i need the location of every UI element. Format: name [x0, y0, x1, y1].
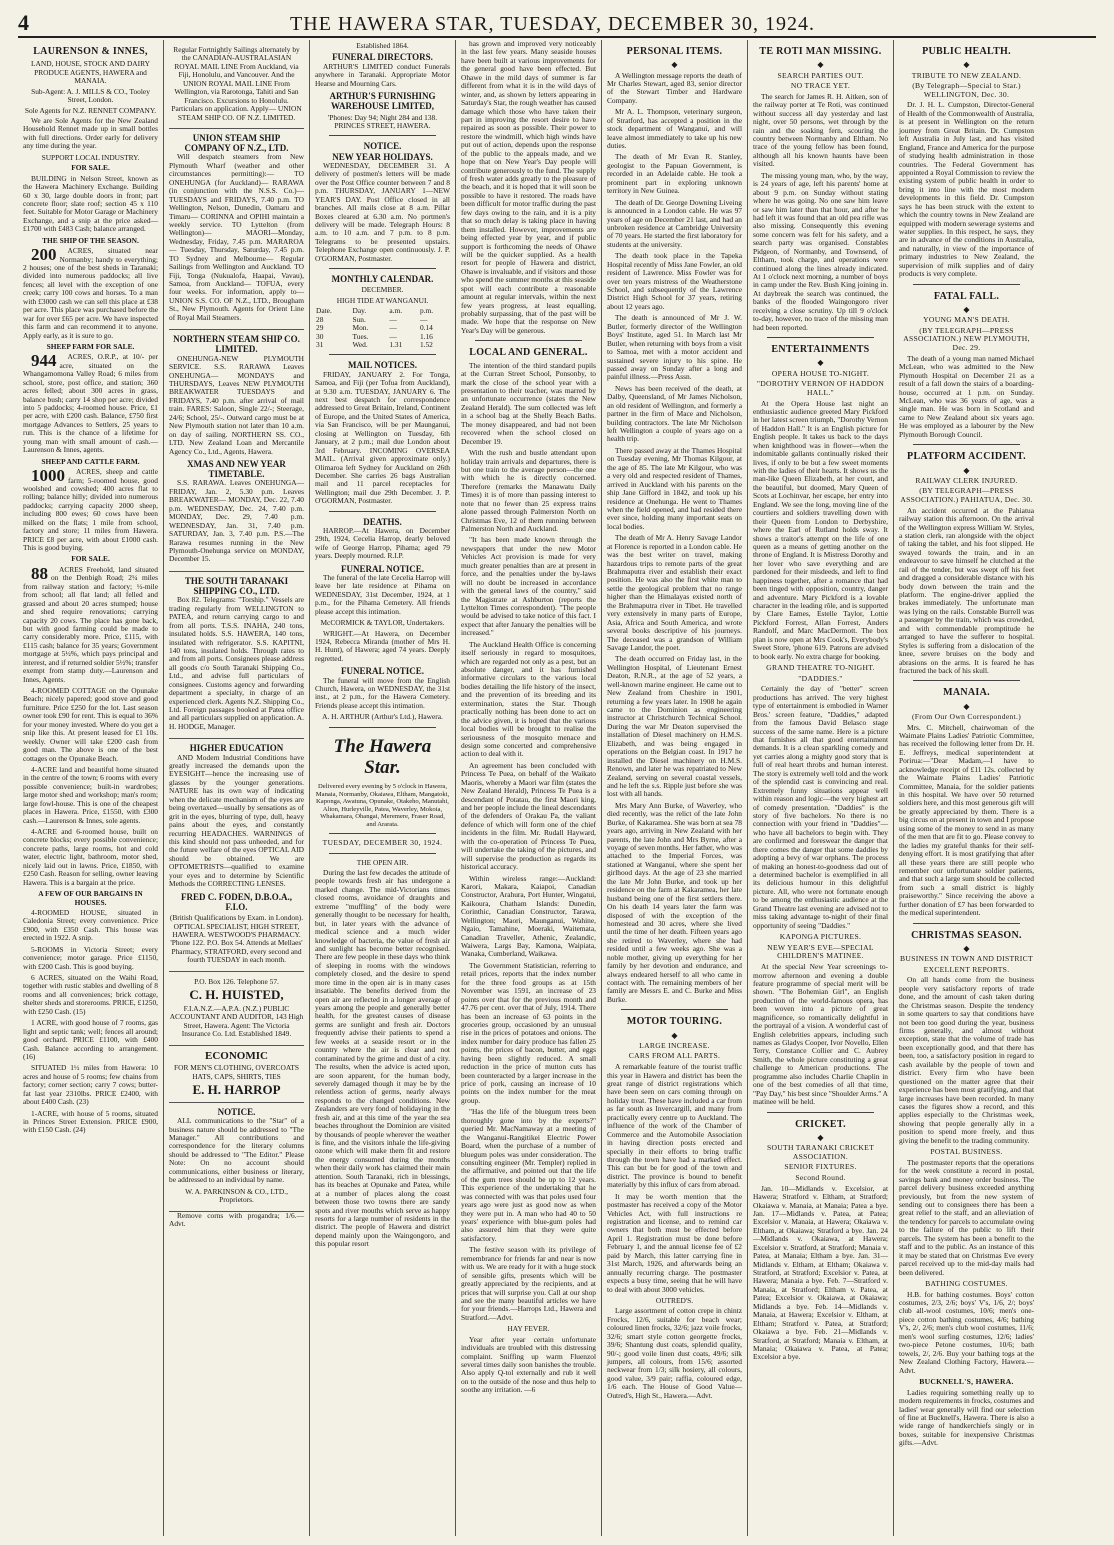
listing: 200 ACRES, situated near Normanby; handy to everything; 2 houses; one of the best sheds in Taranaki; divided into numerous paddocks; all live fences; all level with the exception of one creek; carry 100 cows and horses. To a man with £3000 cash we can sell this place at £38 per acre. This place was purchased before the war for over £65 per acre. We have inspected this farm and can recommend it to anyone. Apply early, as it is sure to go. [23, 245, 158, 340]
column-6-articles: TE ROTI MAN MISSING. ◆ SEARCH PARTIES OUT. NO TRACE YET. The search for James R. H. Aitken, son of the railway porter at Te Roti, was continued without success all day yesterday and last night, over 50 persons, wet through by the rain and the soaking fern, scouring the country between Normanby and Eltham. No trace of the young fellow has been found, although all his known haunts have been visited. The missing young man, who, by the way, is 24 years of age, left his parents' home at about 9 p.m. on Sunday without stating where he was going. No one saw him leave or saw him later than that hour, and after he had left it was found that an old pea rifle was also missing. Consequently this evening some concern was felt for his safety, and a search party was organised. Constables Pidgeon, of Normanby, and Townsend, of Eltham, took charge, and operations were continued along the lines already indicated. At 1 o'clock next morning, a number of boys in camp under the Rev. Bush King joining in. At daybreak the search was continued, the banks of the flooded Waingongoro river receiving a close scrutiny. Up till 9 o'clock to-day, however, no trace of the missing man had been reported. ENTERTAINMENTS ◆ OPERA HOUSE TO-NIGHT. "DOROTHY VERNON OF HADDON HALL." At the Opera House last night an enthusiastic audience greeted Mary Pickford in her latest screen triumph, "Dorothy Vernon of Haddon Hall." It is an English picture for English people. It takes us back to the days when knighthood was in flower—when the indomitable gallants continually risked their lives, if only to be but a few sweet moments with the ladies of their hearts. It shows us the man-like Queen Elizabeth, at her court, and the beautiful, but doomed, Mary Queen of Scots at Lochinvar, her escape, her entry into England. We see the long, moving line of the courtiers and soldiers travelling down with their Queen from London to Derbyshire, where the Earl of Rutland holds sway. It shows a traitor's attempt on the life of one queen as a means of getting another on the throne of England. It is Mistress Dorothy and her lover who save everything and are pardoned for their misdeeds, and left to find happiness together, after a romance that had been tinged with opposition, country, danger and adventure. Mary Pickford is a lovable character in the leading rôle, and is supported by Clare Eames, Estelle Taylor, Lottie Pickford Forrest, Allan Forrest, Anders Randolf, and Marc MacDermott. The box plan is now open at Mrs Cook's, Everybody's Sweet Store, 'phone 619. Patrons are advised to book early. No extra charge for booking. GRAND THEATRE TO-NIGHT. "DADDIES." Certainly the day of "better" screen productions has arrived. The very highest type of entertainment is embodied in Warner Bros.' screen feature, "Daddies," adapted from the famous David Belasco stage success of the same name. Here is a picture that furnishes all that good entertainment demands. It is a clean sparkling comedy and yet carries along a mighty good story that is full of real heart throbs and human interest. The story is extremely well told and the work of the splendid cast is convincing and real. Extremely funny situations appear well within reason and logic—the very highest art of comedy presentation. "Daddies" is the story of five bachelors. No there is no connection with your friend in "Daddies"—who have all bachelors to begin with. They are confirmed and foreswear the danger that there comes the danger that some daddies by adopting a bevy of war orphans. The process of making an honest-to-goodness dad out of a determined bachelor is exemplified in all its delicious humour in this delightful picture. All, who were not fortunate enough to be among the enthusiastic audience at the Grand Theatre last evening are advised not to miss taking advantage to-night of their final opportunity of seeing "Daddies." KAPONGA PICTURES. NEW YEAR'S EVE—SPECIAL CHILDREN'S MATINEE. At the special New Year screenings to-morrow afternoon and evening a double feature programme of special merit will be shown. "The Bohemian Girl", an English production of the world-famous opera, has been woven into a picture of great magnificence, so romantically delightful in the portrayal of a vision. A wonderful cast of English celebrities appears, including such names as Gladys Cooper, Ivor Novello, Ellen Terry, Constance Collier and C. Aubrey Smith, the whole picture constituting a great challenge to American productions. The programme also includes Charlie Chaplin in one of the best comedies of all that time, "Pay Day," his best since "Shoulder Arms." A matinee will be held. CRICKET. ◆ SOUTH TARANAKI CRICKET ASSOCIATION. SENIOR FIXTURES. Second Round. Jan. 10—Midlands v. Excelsior, at Hawera; Stratford v. Eltham, at Stratford; Okaiawa v. Manaia, at Manaia; Patea a bye. Jan. 17—Midlands v. Patea, at Patea; Excelsior v. Manaia, at Hawera; Okaiawa v. Eltham, at Okaiawa; Stratford a bye. Jan. 24—Midlands v. Okaiawa, at Hawera; Excelsior v. Stratford, at Stratford; Manaia v. Patea, at Manaia; Eltham a bye. Jan. 31—Midlands v. Eltham, at Eltham; Okaiawa v. Stratford, at Stratford; Excelsior v. Patea, at Hawera; Manaia a bye. Feb. 7—Stratford v. Manaia, at Stratford; Eltham v. Patea, at Patea; Excelsior v. Okaiawa, at Okaiawa; Midlands a bye. Feb. 14—Midlands v. Manaia, at Hawera; Excelsior v. Eltham, at Eltham; Stratford v. Patea, at Stratford; Okaiawa a bye. Feb. 21—Midlands v. Stratford, at Stratford; Manaia v. Eltham, at Manaia; Okaiawa v. Patea, at Patea; Excelsior a bye. [748, 40, 894, 1536]
calendar-title: MONTHLY CALENDAR. [331, 274, 434, 285]
table-row: 31 Wed. 1.31 1.52 [316, 340, 433, 349]
firm-role: Sole Agents for N.Z. RENNET COMPANY. [24, 105, 157, 115]
ad-title: FUNERAL DIRECTORS. [332, 52, 433, 63]
listing: 1000 ACRES, sheep and cattle farm; 5-roomed house, good woolshed and cowshed; 400 acres flat to rolling; balance hilly; divided into numerous paddocks; carrying capacity 2000 sheep, including 800 ewes; 60 cows have been milked on the flats; 1 mile from school, factory and store; 11 miles from Hawera. PRICE £8 per acre, with about £1000 cash. This is good buying. [23, 466, 158, 553]
article-heading: MOTOR TOURING. [626, 1016, 723, 1028]
table-row: 29 Mon. — 0.14 [316, 323, 433, 333]
column-5-articles: PERSONAL ITEMS. ◆ A Wellington message reports the death of Mr Charles Stewart, aged 83, senior director of the Stewart Timber and Hardware Company. Mr A. L. Thompson, veterinary surgeon, of Stratford, has accepted a position in the stock department of Wanganui, and will leave almost immediately to take up his new duties. The death of Mr Evan R. Stanley, geologist to the Papuan Government, is recorded in an Adelaide cable. He took a prominent part in exploring unknown territory in New Guinea. The death of Dr. George Downing Liveing is announced in a London cable. He was 97 years of age on December 21 last, and had an unbroken residence at Cambridge University of 70 years. He started the first laboratory for students at the university. The death took place in the Tapeka Hospital recently of Miss Jane Fowler, an old resident of Lawrence. Miss Fowler was for over ten years mistress of the Weatherstone School, and subsequently of the Lawrence District High School for 37 years, retiring about 12 years ago. The death is announced of Mr J. W. Butler, formerly director of the Wellington Boys' Institute, aged 51. In March last Mr Butler, when returning with boys from a visit to Samoa, met with a motor accident and sustained severe injury to his spine. He passed away on Sunday after a long and painful illness.—Press Assn. News has been received of the death, at Dalby, Queensland, of Mr James Nicholson, an old resident of Wellington, and formerly a partner in the firm of Mace and Nicholson, building contractors. The late Mr Nicholson left Wellington a couple of years ago on a health trip. There passed away at the Thames Hospital on Tuesday evening, Mr Thomas Kilgour, at the age of 85. The late Mr Kilgour, who was a very old and respected resident of Thames, arrived in Auckland with his parents on the ship Jane Gifford in 1842, and took up his residence at Onehunga. He went to Thames when the field opened, and had resided there ever since, holding many important seats on local bodies. The death of Mr A. Henry Savage Landor at Florence is reported in a London cable. He was the best writer on travel, making hazardous trips to remote parts of the great Brahmaputra river and establish their exact position. He was also the first white man to settle the geological problem that no range higher than the Himalayas existed north of the Brahmaputra river in Tibet. He travelled very extensively in many parts of Europe, Asia, Africa and South America, and wrote several books descriptive of his journeys. The deceased was a grandson of William Savage Landor, the poet. The death occurred on Friday last, in the Wellington Hospital, of Lieutenant Ernest Deaton, R.N.R., at the age of 52 years, a well-known marine engineer. He came out to New Zealand from Cheshire in 1901, returning a few years later. In 1908 he again came to the Dominion as engineering instructor at Christchurch Technical School. During the war Mr Deaton supervised the installation of Diesel machinery on H.M.S. Elizabeth, and was being engaged in operations on the Belgian coast. In 1917 he installed the Diesel machinery on H.M.S. Renown, and later he was repatriated to New Zealand, serving on several coastal vessels, and he left the s.s. Ripple just before she was lost with all hands. Mrs Mary Ann Burke, of Waverley, who died recently, was the relict of the late John Burke, of Kakaramea. She was born at sea 78 years ago, arriving in New Zealand with her parents, the late John and Mrs Byrne, after a voyage of seven months. Her father, who was attached to the Imperial Forces, was stationed at Wanganui, where she spent her girlhood days. At the age of 23 she married the late Mr John Burke, and took up her residence on the farm at Kakaramea, her late husband being one of the first settlers there. On his death 14 years later the farm was disposed of with the exception of the homestead and 30 acres, where she lived until the time of her death. Fifteen years ago she retired to Waverley, where she had resided until a few weeks ago. She was a noble mother, giving up everything for her family by her devotion and endurance, and always endeared herself to all who came in contact with. The remaining members of her family are Messrs E. and C. Burke and Miss Burke. MOTOR TOURING. ◆ LARGE INCREASE. CARS FROM ALL PARTS. A remarkable feature of the tourist traffic this year in Hawera and district has been the great range of district registrations which have been seen on cars coming through on holiday treat. These have included a car from as far south as Invercargill, and many from practically every centre up to Auckland. The influence of the work of the Chamber of Commerce and the Automobile Association in having direction posts erected and specially in their efforts to bring traffic through the town have had a marked effect. This can but be for good of the town and district. The province is bound to benefit materially by this influx of cars from abroad. It may be worth mention that the postmaster has received a copy of the Motor Vehicles Act, with full instructions re registration and license, and to remind car owners that both must be effected before April 1. Registration must be done before February 1, and the annual license fee of £2 paid by March, this latter carrying fine in 31st March, 1926, and afterwards being an annually recurring charge. The postmaster expects a busy time, seeing that he will have to deal with about 3000 vehicles. OUTRED'S. Large assortment of cotton crepe in chintz Frocks, 12/6, suitable for beach wear; coloured linen frocks, 32/6; jazz voile frocks, 32/6; smart style cotton georgette frocks, 39/6; Shantung dust coats, splendid quality, 90/-; good voile linen dust coats, 49/6; silk jumpers, all colours, from 15/6; assorted neckwear from 1/3; silk hosiery, all colours, good value, 3/9 pair; raffia, coloured edge, 1/6 each. The House of Good Value—Outred's, High St., Hawera.—Advt. [602, 40, 748, 1536]
acre-number: 944 [31, 351, 57, 371]
accountant-ad: P.O. Box 126. Telephone 57. C. H. HUISTED, F.I.A.N.Z.—A.P.A. (N.Z.) PUBLIC ACCOUNTANT AND AUDITOR, 143 High Street, Hawera. Agent: The Victoria Insurance Co. Ltd. Established 1849. [169, 972, 304, 1046]
union-steam-ad: UNION STEAM SHIP COMPANY OF N.Z., LTD. Will despatch steamers from New Plymouth Wharf (weather and other circumstances permitting):— TO ONEHUNGA (for Auckland)— RARAWA (in conjunction with the N.S.S. Co.)— TUESDAYS and FRIDAYS, 7.40 p.m. TO Wellington, Nelson, Dunedin, Oamaru and Timaru— CORINNA and OPIHI maintain a weekly service. TO Lyttelton (from Wellington)— MAORI—Monday, Wednesday, Friday, 7.45 p.m. MARAROA — Tuesday, Thursday, Saturday, 7.45 p.m. TO Sydney and Melbourne— Regular Sailings from Wellington and Auckland. TO Fiji, Tonga (Nukualofa, Haapai, Vavau), Samoa, from Auckland— TOFUA, every four weeks. For information, apply to— UNION S.S. CO. OF N.Z., LTD., Brougham St., New Plymouth. Agents for Orient Line of Royal Mail Steamers. [169, 129, 304, 330]
listing: 5-ROOMS in Victoria Street; every convenience; motor garage. Price £1150, with £200 Cash. This is good buying. [23, 944, 158, 971]
column-7-articles: PUBLIC HEALTH. ◆ TRIBUTE TO NEW ZEALAND. (By Telegraph—Special to Star.) WELLINGTON, Dec. 30. Dr. J. H. L. Cumpston, Director-General of Health of the Commonwealth of Australia, is at present in Wellington on the return journey from Great Britain. Dr. Cumpston left Australia in July last, and has visited England, France and America for the purpose of studying health administration in those countries. The Federal Government has appointed a Royal Commission to review the existing system of public health in order to bring it into line with the most modern developments in this field. Dr. Cumpston says he has been struck with the extent to which the country towns in New Zealand are equipped with modern sewerage systems and water supplies. In this respect, he says, they are in advance of the conditions in Australia, and naturally, in view of the importance of primary industries to New Zealand, the supervision of milk supplies and of dairy products is very complete. FATAL FALL. ◆ YOUNG MAN'S DEATH. (BY TELEGRAPH—PRESS ASSOCIATION.) NEW PLYMOUTH, Dec. 29. The death of a young man named Michael McLean, who was admitted to the New Plymouth Hospital on December 21 as a result of a fall down the stairs of a boarding-house, occurred at 1 p.m. on Sunday. McLean, who was 36 years of age, was a single man. He was born in Scotland and came to New Zealand about six years ago. He was employed as a labourer by the New Plymouth Borough Council. PLATFORM ACCIDENT. ◆ RAILWAY CLERK INJURED. (BY TELEGRAPH—PRESS ASSOCIATION.) PAHIATUA, Dec. 30. An accident occurred at the Pahiatua railway station this afternoon. On the arrival of the Wellington express William W. Styles, a station clerk, ran alongside with the object of taking the tablet, and his foot slipped. He swayed towards the train, and in an endeavour to save himself he clutched at the rail of the tender, but was swept off his feet and dragged a considerable distance with his body down between the train and the platform. The engine-driver applied the brakes immediately. The unfortunate man was lying on the rails. Constable Burrell was a passenger by the train, which was crowded, and with commendable promptitude he arranged to have the sufferer to hospital. Styles is suffering from a dislocation of the knee, severe bruises on the body and abrasions on the arms. It is feared he has fractured the back of his skull. MANAIA. ◆ (From Our Own Correspondent.) Mrs. C. Mitchell, chairwoman of the Waimate Plains Ladies' Patriotic Committee, has received the following letter from Dr. H. E. Jeffreys, medical superintendent at Porirua:—"Dear Madam,—I have to acknowledge receipt of £11 12s. collected by the Waimate Plains Ladies' Patriotic Committee, Manaia, for the soldier patients in this hospital. We have over 50 returned soldiers here, and this most generous gift will be greatly appreciated by them. There is a big circus on at present in town and I propose using some of the money to send in as many of the men that are fit to go. Please convey to the ladies my grateful thanks for their self-denying effort. It is most gratifying that after all these years there are still people who remember our unfortunate soldier patients, and that such a large sum should be collected from such a small district is highly praiseworthy." Since receiving the above a further donation of £7 has been forwarded to the medical superintendent. CHRISTMAS SEASON. ◆ BUSINESS IN TOWN AND DISTRICT EXCELLENT REPORTS. On all hands come from the business people very satisfactory reports of trade done, and the amount of cash taken during the Christmas season. Despite the tendency in some quarters to say that conditions have not been too good during the year, business firms generally, and almost without exception, state that the volume of trade has been exceptionally good, and that there has been, too, a satisfactory position in regard to cash available by the people of town and district. Every firm who have been questioned on the matter agree that their experience has been most gratifying, and that large increases have been recorded. In many cases the figures show a record, and this applies especially to the Christmas week, showing that people generally ally in a position to spend more freely, and thus giving the benefit to the trading community. POSTAL BUSINESS. The postmaster reports that the operations for the week constitute a record in postal, savings bank and money order business. The parcel delivery business exceeded anything previously, but from the new system of sending out to consignees there has been a great relief to the staff, and an alleviation of the tendency for parcels to accumulate owing to the failure of the public to lift their parcels. The system has been a benefit to the staff and to the public. As an instance of this it may be stated that on Christmas Eve every parcel received up to the mid-day mails had been delivered. BATHING COSTUMES. H.B. for bathing costumes. Boys' cotton costumes, 2/3, 2/6; boys' V's, 1/6, 2/; boys' club all-wool costumes, 10/6; men's one-piece cotton bathing costumes, 4/6; bathing V's, 2/, 2/6; men's club wool costumes, 11/6; men's wool surfing costumes, 12/6; ladies' two-piece Petone costumes, 10/6; bath towels, 2/, 2/6. Buy your bathing togs at the New Zealand Clothing Factory, Hawera.—Advt. BUCKNELL'S, HAWERA. Ladies requiring something really up to modern requirements in frocks, costumes and ladies' wear generally will find our selection of fine at Bucknell's, Hawera. There is also a wide range of handkerchiefs singly or in boxes, suitable for inexpensive Christmas gifts.—Advt. [899, 46, 1034, 1448]
ad-title: NOTICE. [217, 1106, 256, 1117]
for-sale-heading: FOR SALE. [71, 163, 110, 173]
columns [18, 40, 1096, 1536]
sheep-heading: SHEEP FARM FOR SALE. [46, 341, 135, 351]
notice-ad: NOTICE. ALL communications to the "Star" of a business nature should be addressed to "The Manager." All contributions and correspondence for the literary columns should be addressed to "The Editor." Please Note: On no account should communications, either business or literary, be addressed to an individual by name. W. A. PARKINSON & CO., LTD., Proprietors. [169, 1103, 304, 1212]
ad-name: C. H. HUISTED, [189, 987, 284, 1003]
masthead [18, 8, 1096, 38]
tide-table-header: Date. Day. a.m. p.m. [316, 306, 434, 316]
article-heading: HAY FEVER. [507, 1324, 550, 1334]
sheep-cattle-heading: SHEEP AND CATTLE FARM. [41, 456, 140, 466]
article-heading: FATAL FALL. [933, 290, 1000, 302]
table-row: 30 Tues. — 1.16 [316, 331, 433, 341]
article-heading: TE ROTI MAN MISSING. [759, 46, 882, 57]
column-1-advertisements [18, 40, 164, 1536]
south-taranaki-shipping-ad: THE SOUTH TARANAKI SHIPPING CO., LTD. Box 82. Telegrams: "Torship." Vessels are trading regularly from WELLINGTON to PATEA, and return carrying cargo to and from all ports. T.S.S. INAHA, 240 tons, insulated holds. S.S. HAWERA, 140 tons, insulated with refrigerator. S.S. KAPITNI, 140 tons, insulated holds. Through rates to and from all ports. Consignees please address all goods c/o South Taranaki Shipping Co., Ltd., and advise full particulars of consignees. Customs agency and forwarding department a specialty, in charge of an experienced clerk. Agents N.Z. Shipping Co., Ltd. Foreign passages booked at Patea office and all particulars supplied on application. A. H. HODGE, Manager. [169, 572, 304, 740]
ad-name: FRED C. FODEN, D.B.O.A., F.I.O. [180, 891, 292, 912]
listing: 4-ACRE and 6-roomed house, built on concrete blocks; every possible convenience; concrete paths, large rooms, hot and cold water, electric light, bathroom, motor shed, nicely laid out in lawns. Price, £1850, with £250 Cash. Reason for selling, owner leaving Hawera. This is a bargain at the price. [23, 827, 158, 887]
ad-title: HIGHER EDUCATION [189, 743, 284, 754]
ad-name: E. H. HARROP [192, 1082, 281, 1098]
article-heading: PLATFORM ACCIDENT. [907, 451, 1026, 463]
listing: 6 ACRES, situated on the Waihi Road, together with rustic stables and dwelling of 8 rooms and all conveniences; brick cottage, shelter sheds and storerooms. PRICE, £1250, with £250 Cash. (15) [23, 973, 158, 1016]
northern-steam-ad: NORTHERN STEAM SHIP CO. LIMITED. ONEHUNGA-NEW PLYMOUTH SERVICE. S.S. RARAWA Leaves ONEHUNGA— MONDAYS and THURSDAYS, Leaves NEW PLYMOUTH BREAKWATER TUESDAYS and FRIDAYS, 7.40 p.m. after arrival of mail train. FARES: Saloon, Single 22/-; Steerage, 24/6; School, 25/-. Outward cargo must be at New Plymouth station not later than 10 a.m. on day of sailing. NORTHERN SS. CO., LTD. New Zealand Loan and Mercantile Agency Co., Ltd., Agents, Hawera. XMAS AND NEW YEAR TIMETABLE. S.S. RARAWA. Leaves ONEHUNGA— FRIDAY, Jan. 2, 5.30 p.m. Leaves BREAKWATER— MONDAY, Dec. 22, 7.40 p.m. WEDNESDAY, Dec. 24, 7.40 p.m. MONDAY, Dec. 29, 7.40 p.m. WEDNESDAY, Jan. 31, 7.40 p.m. SATURDAY, Jan. 3, 7.40 p.m. P.S.—The Rarawa resumes running in the New Plymouth-Onehunga service on MONDAY, December 15. [169, 330, 304, 572]
acre-number: 200 [31, 245, 57, 265]
firm-agent: Sub-Agent: A. J. MILLS & CO., Tooley Street, London. [31, 86, 150, 105]
listing: SITUATED 1½ miles from Hawera: 10 acres and house of 5 rooms; few chains from factory; corner section; carry 7 cows; butter-fat last year 2310lbs. PRICE £2400, with about £400 Cash. (23) [23, 1063, 158, 1107]
ad-title: XMAS AND NEW YEAR TIMETABLE. [187, 458, 286, 480]
article-heading: LOCAL AND GENERAL. [469, 347, 588, 359]
firm-subtitle: LAND, HOUSE, STOCK AND DAIRY PRODUCE AGENTS, HAWERA and MANAIA. [31, 59, 150, 86]
support-line: SUPPORT LOCAL INDUSTRY. [41, 152, 140, 162]
listing: 1 ACRE, with good house of 7 rooms, gas light and septic tank; well; fences all around; good orchard. PRICE £1100, with £400 Cash. Balance according to arrangement. (16) [23, 1018, 158, 1061]
listing: 4-ACRE land and beautiful home situated in the centre of the town; 6 rooms with every possible convenience; built-in wardrobes; large motor shed and workshop; man's room; large fowl-house. This is one of the cheapest places in Hawera. Price, £1550, with £300 cash.—Laurenson & Innes, sole agents. [23, 764, 158, 825]
listing: 4-ROOMED COTTAGE on the Opunake Beach; nicely papered; good stove and good furniture. Price £250 for the lot. Last season owner took £90 for rent. This is equal to 36% for your money invested. Where do you get a snip like this. At present leased for £1 10s. weekly. Owner will take £200 cash from good man. The above is one of the best cottages on the Opunake Beach. [23, 686, 158, 763]
newspaper-logo: The Hawera Star. [333, 735, 432, 779]
tide-table [315, 307, 450, 349]
acre-number: 1000 [31, 466, 65, 486]
clothing-ad: ECONOMIC FOR MEN'S CLOTHING, OVERCOATS HATS, CAPS, SHIRTS, TIES E. H. HARROP [169, 1046, 304, 1103]
footer-ad: Remove corns with progandra; 1/6.—Advt. [169, 1210, 304, 1228]
article-heading: PUBLIC HEALTH. [922, 46, 1011, 57]
firm-name: LAURENSON & INNES, [33, 46, 148, 57]
column-3-notices: Established 1864. FUNERAL DIRECTORS. ARTHUR'S LIMITED conduct Funerals anywhere in Taranaki. Appropriate Motor Hearse and Mourning Cars. ARTHUR'S FURNISHING WAREHOUSE LIMITED, 'Phones: Day 94; Night 284 and 138. PRINCES STREET, HAWERA. NOTICE. NEW YEAR HOLIDAYS. WEDNESDAY, DECEMBER 31. A delivery of postmen's letters will be made over the Post Office counter between 7 and 8 p.m. THURSDAY, JANUARY 1—NEW YEAR'S DAY. Post Office closed in all branches. All mails close at 8 a.m. Pillar Boxes cleared at 6.30 a.m. No portmen's delivery will be made. Telegraph Hours: 8 a.m. to 10 a.m. and 7 p.m. to 8 p.m. Telegrams to be presented upstairs. Telephone Exchange open continuously. J. P. O'GORMAN, Postmaster. MONTHLY CALENDAR. DECEMBER. HIGH TIDE AT WANGANUI. Date. Day. a.m. p.m. 28 Sun. — — 29 Mon. — 0.14 30 Tues. — 1.16 31 Wed. 1.31 1.52 MAIL NOTICES. FRIDAY, JANUARY 2. For Tonga, Samoa, and Fiji (per Tofua from Auckland), at 9.30 a.m. TUESDAY, JANUARY 6. The next best despatch for correspondence addressed to Great Britain, Ireland, Continent of Europe, and the United States of America, via San Francisco, will be per Maunganui, closing at Wellington on Tuesday, 6th January, at 2 p.m.; mail due London about 3rd February. INCOMING OVERSEA MAIL. (Arrival given approximate only.) Olimaroa left Sydney for Auckland on 26th December. She carries 26 bags Australian mail and 11 parcel receptacles for Wellington; mail due 29th December. J. P. O'GORMAN, Postmaster. DEATHS. HARROP.—At Hawera, on December 29th, 1924, Cecelia Harrop, dearly beloved wife of George Harrop, Pihama; aged 79 years. Deeply mourned. R.I.P. FUNERAL NOTICE. The funeral of the late Cecelia Harrop will leave her late residence at Pihama on WEDNESDAY, 31st December, 1924, at 1 p.m., for the Pihama Cemetery. All friends please accept this intimation. McCORMICK & TAYLOR, Undertakers. WRIGHT.—At Hawera, on December 1924, Rebecca Miranda (mother of Mrs H. H. Hunt), of Hawera; aged 74 years. Deeply regretted. FUNERAL NOTICE. The funeral will move from the English Church, Hawera, on WEDNESDAY, the 31st inst., at 2 p.m., for the Hawera Cemetery. Friends please accept this intimation. A. H. ARTHUR (Arthur's Ltd.), Hawera. The Hawera Star. Delivered every evening by 5 o'clock in Hawera, Manaia, Normanby, Okaiawa, Eltham, Mangatoki, Kaponga, Awatuna, Opunake, Otakeho, Manutahi, Alton, Hurleyville, Patea, Waverley, Mokoia, Whakamara, Ohangai, Meremere, Fraser Road, and Ararata. TUESDAY, DECEMBER 30, 1924. THE OPEN AIR. During the last few decades the attitude of people towards fresh air has undergone a marked change. The mid-Victorians times closed rooms, avoidance of draughts and extreme "muffling" of the body were generally thought to be necessary for health, but, in later years with the advance of medical science and a much wider knowledge of bacteria, the value of fresh air and sunlight has become better recognised. There are few people in these days who think of sleeping in rooms with the windows completely closed, and the desire to spend more time in the open air is in many cases insatiable. The benefits derived from the open air are reflected in a longer average of years among the people and generally better health, for the greatest causes of disease germs are sunlight and fresh air. Doctors frequently advise their patients to spend a few weeks at a seaside resort or in the country where the air is clear and not contaminated by the grime and dust of a city. The results, when the advice is acted upon, are soon apparent, for the human body, severely damaged though it may be by the relentless action of germs, nearly always responds to the changed conditions. New Zealanders are very fond of holidaying in the fresh air, and at this time of the year the sea beaches throughout the Dominion are visited by thousands of people wherever the weather is fine, and the visitors inhale the life-giving ozone which will make them fit and restore the energy consumed during the months when their daily work has claimed their main attention. South Taranaki, rich in blessings, has its beaches at Opunake and Patea, while at a number of places along the coast between those two towns there are sandy spots and river mouths which serve as happy resorts for a large number of residents in the district. The people of Hawera and district depend mainly upon the Waingongoro, and this popular resort [310, 40, 456, 1536]
listing: 4-ROOMED HOUSE, situated in Caledonia Street; every convenience. Price £900, with £350 Cash. This house was erected in 1922. A snip. [23, 907, 158, 943]
acre-number: 88 [31, 563, 48, 583]
dateline: TUESDAY, DECEMBER 30, 1924. [322, 838, 443, 848]
newspaper-title: THE HAWERA STAR, TUESDAY, DECEMBER 30, 1924. [290, 13, 815, 35]
ship-heading: THE SHIP OF THE SEASON. [42, 235, 139, 245]
ad-title: NEW YEAR HOLIDAYS. [332, 151, 433, 162]
article-body: has grown and improved very noticeably in the last few years. Many seaside houses have been built at various improvements for the general good have been effected. But Ohawe in the mild days of summer is far different from what it is in the wild days of winter, and, as shown by letters appearing in Saturday's Star, the rough weather has caused damage which those who have taken their part in improving the resort desire to have repaired as soon as possible. Their power to restore the windmill, which high winds have put out of action, depends upon the response of the public to the appeals made, and we hope that on New Year's Day people will contribute generously to the fund. The supply of fresh water adds greatly to the pleasure of the beach, and it is hoped that it will soon be possible to have it restored. The roads have been difficult for motor traffic during the past few days owing to the rain, and it is a pity that so much delay is taking place in having them installed. However, improvements are being effected year by year, and if public support is forthcoming the needs of Ohawe will be the quicker supplied. As a health resort for people of Hawera and district, Ohawe is invaluable, and if visitors and those who spend the summer months at this seaside spot will each contribute a reasonable amount at regular intervals, within the next few years progress, at least equalling, probably surpassing, that of the past will be made. We hope that the response on New Year's Day will be generous. [461, 40, 596, 335]
column-4-articles: has grown and improved very noticeably in the last few years. Many seaside houses have been built at various improvements for the general good have been effected. But Ohawe in the mild days of summer is far different from what it is in the wild days of winter, and, as shown by letters appearing in Saturday's Star, the rough weather has caused damage which those who have taken their part in improving the resort desire to have repaired as soon as possible. Their power to restore the windmill, which high winds have put out of action, depends upon the response of the public to the appeals made, and we hope that on New Year's Day people will contribute generously to the fund. The supply of fresh water adds greatly to the pleasure of the beach, and it is hoped that it will soon be possible to have it restored. The roads have been difficult for motor traffic during the past few days owing to the rain, and it is a pity that so much delay is taking place in having them installed. However, improvements are being effected year by year, and if public support is forthcoming the needs of Ohawe will be the quicker supplied. As a health resort for people of Hawera and district, Ohawe is invaluable, and if visitors and those who spend the summer months at this seaside spot will each contribute a reasonable amount at regular intervals, within the next few years progress, at least equalling, probably surpassing, that of the past will be made. We hope that the response on New Year's Day will be generous. LOCAL AND GENERAL. The intention of the third standard pupils at the Curran Street School, Ponsonby, to mark the close of the school year with a presentation to their teacher, was marred by an unfortunate occurrence (states the New Zealand Herald). The sum collected was left in a school bag at the Shelly Beach Baths. The money disappeared, and had not been recovered when the school closed on December 19. With the rush and bustle attendant upon holiday train arrivals and departures, there is but one train to the average person—the one with which he is directly concerned. Therefore (remarks the Manawatu Daily Times) it is of more than passing interest to note that no fewer than 25 express trains alone passed through Palmerston North on Christmas Eve, 12 of them running between Palmerston North and Auckland. "It has been made known through the newspapers that under the new Motor Vehicles Act provision is made for very much greater penalties than are at present in force, and the penalties under the by-laws will no doubt be increased in accordance with the general laws of the country," said the Magistrate at Ashburton (reports the Lyttelton Times correspondent). "The people would be advised to take notice of this fact. I expect that after January the penalties will be increased." The Auckland Health Office is concerning itself seriously in regard to mosquitoes, which are regarded not only as a pest, but an absolute danger, and it has furnished informative circulars to the various local bodies detailing the life history of the insect, and the prevention of its breeding and its extermination, states the Star. Though practically nothing has been done to act on the advice given, it is hoped that the various local bodies will be brought to realise the seriousness of the mosquito menace and design some concerted and comprehensive action to deal with it. An agreement has been concluded with Princess Te Puea, on behalf of the Waikato Maoris, whereby a Maori war film (states the New Zealand Herald), Princess Te Puea is a descendant of Potatau, the first Maori king, and her people include the lineal descendants of the defenders of Orakau Pa, the valiant defence of which will form one of the chief incidents in the film. Mr. Rudall Hayward, with the co-operation of Princess Te Puea, will undertake the taking of the pictures, and will supervise the production as regards its historical accuracy. Within wireless range:—Auckland: Karori, Makara, Kaiapoi, Canadian Constructor, Arahura, Port Hunter, Wingatui, Kaikoura, Chatham Islands: Dunedin, Corinthic, Canadian Constructor, Tarawa, Wellington; Maori, Maunganui, Wahine, Ngaio, Tamahine, Moeraki, Waitemata, Canadian Traveller, Athenic, Zealandic, Waiwera, Largs Bay, Kamona, Waipiata, Wanaka, Cumberland, Waikawa. The Government Statistician, referring to retail prices, reports that the index number for the three food groups as at 15th November was 1591, an increase of 23 points over that for the previous month and 47.76 per cent. over that of July, 1914. There has been an increase of 63 points in the groceries group, occasioned by an unusual rise in the prices of potatoes and onions. The index number for dairy produce has fallen 25 points, the prices of bacon, butter, and eggs having been slightly reduced. A small reduction in the price of mutton cuts has been counteracted by a larger increase in the price of pork, causing an increase of 10 points on the index number for the meat group. "Has the life of the bluegum trees been thoroughly gone into by the experts?" queried Mr. MacNamaway at a meeting of the Wanganui-Rangitikei Electric Power Board, when the purchase of a number of bluegum poles was under consideration. The consulting engineer (Mr. Templer) replied in the affirmative, and pointed out that the life of the gum trees should be up to 12 years. This experience of the undertaking that he was connected with was that poles used four years ago were just as good now as when they were put in. A man who had 40 to 50 years' experience with blue-gum poles had also assured him that they were quite satisfactory. The festive season with its privilege of remembrance for friends far and near is now with us. We are ready for it with a huge stock of sensible gifts, presents which will be greatly appreciated by the recipients, and at prices that will surprise you. Call at our shop and see the many beautiful articles we have for your friends.—Harrops Ltd., Hawera and Stratford.—Advt. HAY FEVER. Year after year certain unfortunate individuals are troubled with this distressing complaint. Sniffing up warm Fluenzol several times daily soon banishes the trouble. Also apply Q-tol externally and rub it well on to the outside of the nose and thus help to soothe any irritation. —6 [456, 40, 602, 1536]
ad-title: UNION STEAM SHIP COMPANY OF N.Z., LTD. [184, 132, 289, 154]
article-heading: MANAIA. [943, 687, 990, 699]
ad-title: MAIL NOTICES. [347, 360, 418, 371]
article-heading: THE OPEN AIR. [356, 857, 409, 867]
listing: BUILDING in Nelson Street, known as the Hawera Machinery Exchange. Building 60 x 30, large double doors in front; part concrete floor; slate roof; section 45 x 110 feet. Suitable for Motor Garage or Machinery Exchange, and a snip at the price asked—£1700 with £483 Cash; balance arranged. [23, 173, 158, 234]
article-heading: ENTERTAINMENTS [771, 344, 870, 356]
bargains-heading: A FEW OF OUR BARGAINS IN HOUSES. [38, 889, 143, 907]
ad-title: THE SOUTH TARANAKI SHIPPING CO., LTD. [184, 575, 289, 597]
ad-title: ECONOMIC [205, 1049, 268, 1062]
article-body: During the last few decades the attitude of people towards fresh air has undergone a marked change. The mid-Victorians times closed rooms, avoidance of draughts and extreme "muffling" of the body were generally thought to be necessary for health, but, in later years with the advance of medical science and a much wider knowledge of bacteria, the value of fresh air and sunlight has become better recognised. There are few people in these days who think of sleeping in rooms with the windows completely closed, and the desire to spend more time in the open air is in many cases insatiable. The benefits derived from the open air are reflected in a longer average of years among the people and generally better health, for the greatest causes of disease germs are sunlight and fresh air. Doctors frequently advise their patients to spend a few weeks at a seaside resort or in the country where the air is clear and not contaminated by the grime and dust of a city. The results, when the advice is acted upon, are soon apparent, for the human body, severely damaged though it may be by the relentless action of germs, nearly always responds to the changed conditions. New Zealanders are very fond of holidaying in the fresh air, and at this time of the year the sea beaches throughout the Dominion are visited by thousands of people wherever the weather is fine, and the visitors inhale the life-giving ozone which will make them fit and restore the energy consumed during the months when their daily work has claimed their main attention. South Taranaki, rich in blessings, has its beaches at Opunake and Patea, while at a number of places along the coast between those two towns there are sandy spots and river mouths which serve as happy resorts for a large number of residents in the district. The people of Hawera and district depend mainly upon the Waingongoro, and this popular resort [315, 868, 450, 1249]
firm-body: We are Sole Agents for the New Zealand Household Rennet made up in small bottles with full directions. Order early for delivery any time during the year. [23, 116, 158, 151]
ad-title: NORTHERN STEAM SHIP CO. LIMITED. [173, 334, 300, 355]
shipping-ad: Regular Fortnightly Sailings alternately by the CANADIAN-AUSTRALASIAN ROYAL MAIL LINE From Auckland, via Fiji, Honolulu, and Vancouver. And the UNION ROYAL MAIL LINE From Wellington, via Rarotonga, Tahiti and San Francisco. Excursions to Honolulu. Particulars on application. Apply— UNION STEAM SHIP CO. OF N.Z. LIMITED. [169, 40, 304, 129]
article-heading: CHRISTMAS SEASON. [911, 929, 1022, 941]
optician-ad: HIGHER EDUCATION AND Modern Industrial Conditions have greatly increased the demands upon the EYESIGHT—hence the increasing use of glasses by the younger generations. NATURE has its own way of indicating when the delicate mechanism of the eyes are being overtaxed—usually by sensations as of grit in the eyes, blurring of type, dull, heavy pains about the eyes, and constantly recurring HEADACHES. WARNINGS of this kind should not pass unheeded, and for the future welfare of the eyes OPTICAL AID should be obtained. We are OPTOMETRISTS—qualified to examine your eyes and to determine by Scientific Methods the CORRECTING LENSES. FRED C. FODEN, D.B.O.A., F.I.O. (British Qualifications by Exam. in London). OPTICAL SPECIALIST, HIGH STREET, HAWERA. WESTWOOD'S PHARMACY. 'Phone 122. P.O. Box 54. Attends at Mellaes' Pharmacy, STRATFORD, every second and fourth TUESDAY in each month. [169, 739, 304, 971]
listing: 88 ACRES Freehold, land situated on the Denbigh Road; 2¼ miles from railway station and factory; ½-mile from school; all flat land; all felled and grassed and about 20 acres stumped; house and shed require renovations; carrying capacity 20 cows. The place has gone back, but with good farming could be made to carry considerably more. Price, £115, with £115 cash; balance for 35 years; Government mortgage at 5½%, which pays principal and interest, and if returned soldier 5½%; transfer exempt from stamp duty.—Laurenson and Innes, Agents. [23, 563, 158, 684]
table-row: 28 Sun. — — [316, 314, 428, 324]
proprietors: W. A. PARKINSON & CO., LTD., Proprietors. [185, 1186, 288, 1205]
listing: 944 ACRES, O.R.P., at 10/- per acre, situated on the Whangamomona Valley Road; 6 miles from school, store, post office, and station; 360 acres felled; about 300 acres in grass, balance bush; carry 14 shop per acre; divided into 5 paddocks; 4-roomed house. Price, £1 per acre, with £200 cash. Balance, £750 first mortgage Advances to Settlers, 25 years to run. This is the chance of a lifetime for young man with small amount of cash.—Laurenson & Innes, agents. [23, 351, 158, 455]
page-number: 4 [18, 10, 29, 35]
column-2-advertisements [164, 40, 310, 1536]
listing: 1-ACRE, with house of 5 rooms, situated in Princes Street Extension. PRICE £900, with £150 Cash. (24) [23, 1108, 158, 1135]
article-heading: PERSONAL ITEMS. [626, 46, 723, 57]
for-sale-heading: FOR SALE. [71, 554, 110, 564]
article-heading: CRICKET. [795, 1118, 846, 1130]
